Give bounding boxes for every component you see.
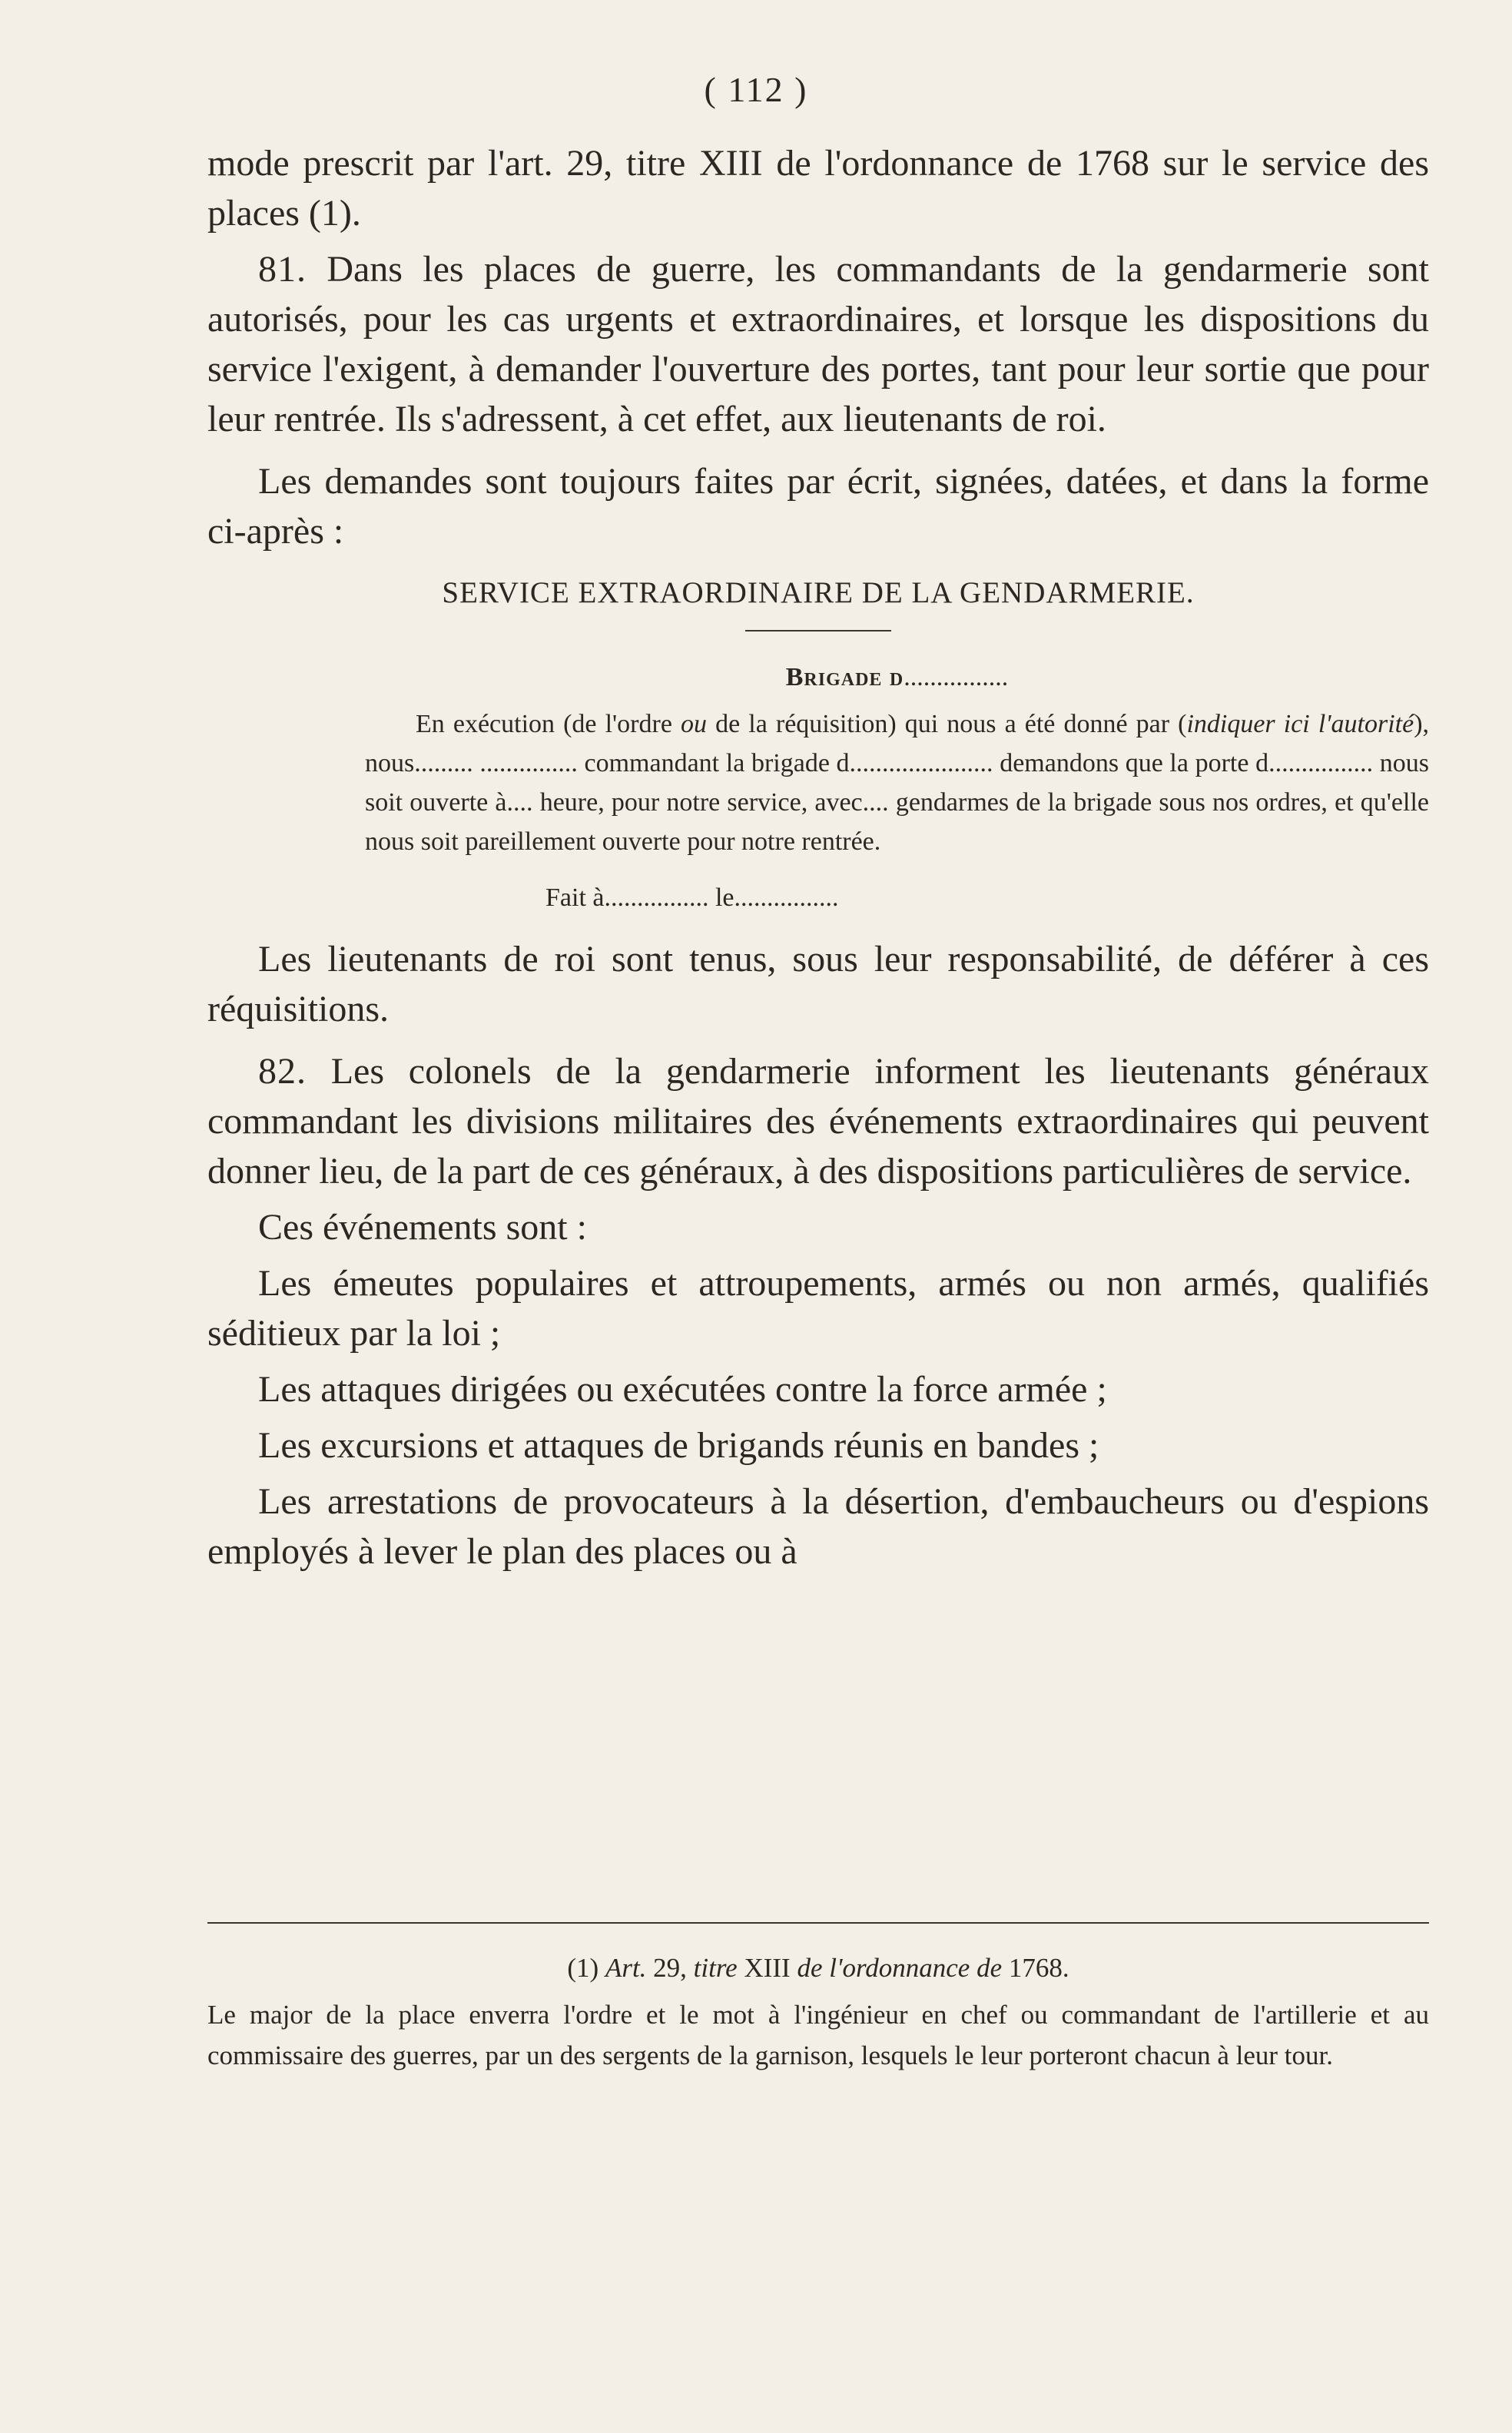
form-text-3: ), nous......... ............... commandant la brigade d...................... demandons que la porte d................ nous soit ouverte à.... heure, pour notre service, avec.... gendarmes de la brigade sous nos ordres, et qu'elle nous soit pareillement ouverte pour notre rentrée. — [365, 710, 1430, 856]
footnote-roman: XIII — [744, 1953, 791, 1983]
brigade-label: Brigade d — [785, 663, 904, 691]
paragraph-82-text: Les colonels de la gendarmerie informent les lieutenants généraux commandant les divisions militaires des événements extraordinaires qui peuvent donner lieu, de la part de ces généraux, à des dispositions particulières de service. — [207, 1051, 1430, 1192]
footnote — [207, 1947, 1429, 2076]
form-text-2: de la réquisition) qui nous a été donné par ( — [715, 710, 1187, 738]
footnote-art: Art. — [605, 1953, 647, 1983]
main-text-top — [207, 138, 1429, 1576]
article-number-82: 82. — [258, 1051, 307, 1092]
form-text-indiquer: indiquer ici l'autorité — [1186, 710, 1414, 738]
form-text-ou: ou — [681, 710, 707, 738]
list-item-arrestations: Les arrestations de provocateurs à la désertion, d'embaucheurs ou d'espions employés à lever le plan des places ou à — [207, 1481, 1429, 1572]
requisition-form — [365, 658, 1429, 917]
list-item-excursions: Les excursions et attaques de brigands réunis en bandes ; — [258, 1425, 1099, 1466]
paragraph-continuation: mode prescrit par l'art. 29, titre XIII de l'ordonnance de 1768 sur le service des places (1). — [207, 143, 1429, 234]
page-number: ( 112 ) — [704, 70, 808, 109]
footnote-divider — [207, 1922, 1429, 1924]
brigade-line — [365, 658, 1429, 697]
footnote-marker: (1) — [567, 1953, 599, 1983]
paragraph-demandes: Les demandes sont toujours faites par écrit, signées, datées, et dans la forme ci-après : — [207, 461, 1429, 552]
article-number-81: 81. — [258, 249, 307, 290]
form-fait-line: Fait à................ le................ — [545, 883, 839, 912]
footnote-reference — [207, 1947, 1429, 1988]
paragraph-81 — [207, 244, 1429, 444]
form-body — [365, 704, 1429, 861]
footnote-titre: titre — [693, 1953, 738, 1983]
footnote-text: Le major de la place enverra l'ordre et le mot à l'ingénieur en chef ou commandant de l'artillerie et au commissaire des guerres, par un des sergents de la garnison, lesquels le leur porteront chacun à leur tour. — [207, 2000, 1429, 2070]
footnote-year: 1768. — [1008, 1953, 1069, 1983]
paragraph-evenements: Ces événements sont : — [258, 1207, 587, 1248]
form-text-1: En exécution (de l'ordre — [416, 710, 672, 738]
brigade-dots: ................ — [904, 663, 1009, 691]
list-item-attaques: Les attaques dirigées ou exécutées contre la force armée ; — [258, 1369, 1107, 1410]
paragraph-lieutenants: Les lieutenants de roi sont tenus, sous leur responsabilité, de déférer à ces réquisitions. — [207, 939, 1429, 1029]
footnote-num: 29, — [653, 1953, 687, 1983]
footnote-ordonnance: de l'ordonnance de — [797, 1953, 1003, 1983]
form-title: SERVICE EXTRAORDINAIRE DE LA GENDARMERIE. — [442, 576, 1195, 609]
paragraph-81-text: Dans les places de guerre, les commandants de la gendarmerie sont autorisés, pour les cas urgents et extraordinaires, et lorsque les dispositions du service l'exigent, à demander l'ouverture des portes, tant pour leur sortie que pour leur rentrée. Ils s'adressent, à cet effet, aux lieutenants de roi. — [207, 249, 1430, 439]
list-item-emeutes: Les émeutes populaires et attroupements, armés ou non armés, qualifiés séditieux par la loi ; — [207, 1263, 1429, 1354]
paragraph-82 — [207, 1046, 1429, 1196]
form-title-divider — [745, 630, 891, 631]
